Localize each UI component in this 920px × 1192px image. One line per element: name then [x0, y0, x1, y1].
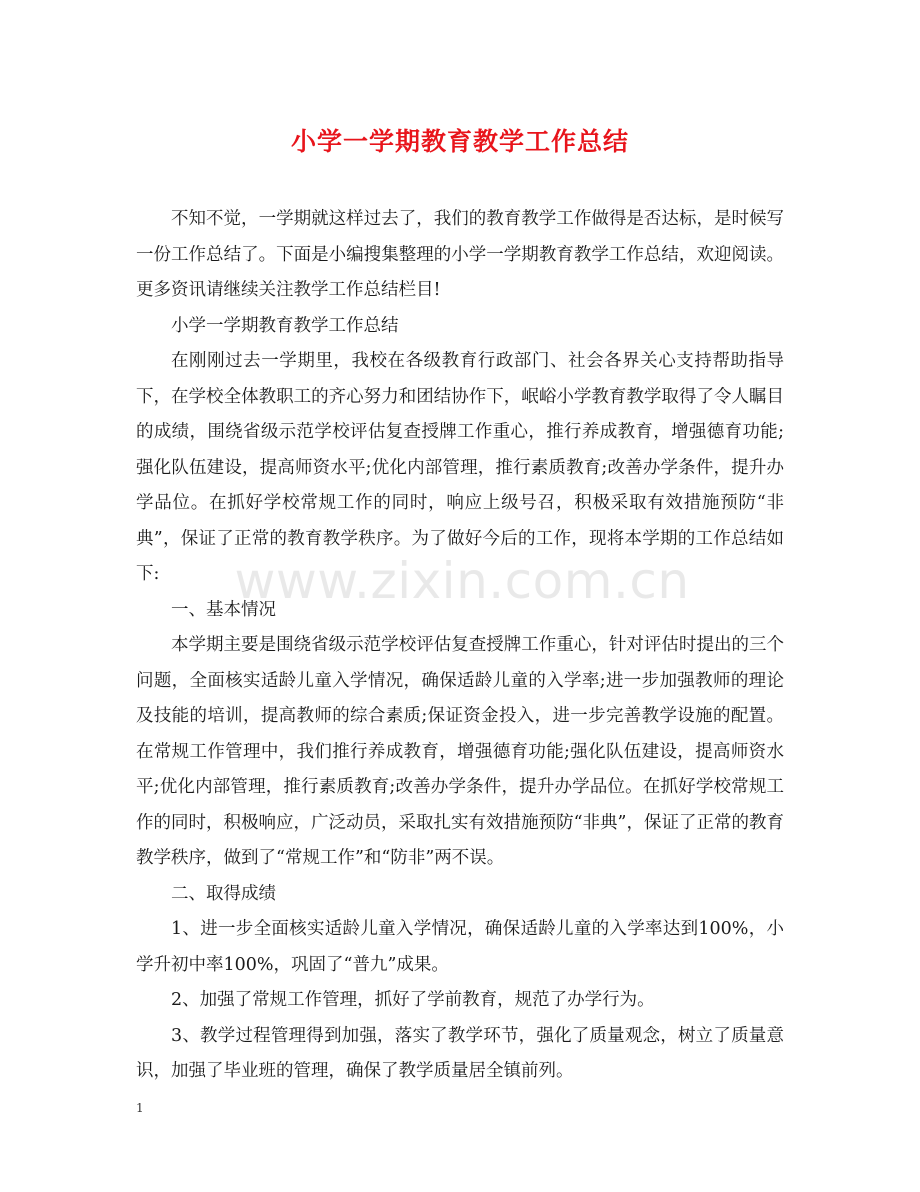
list-item: 2、加强了常规工作管理，抓好了学前教育，规范了办学行为。: [171, 990, 655, 1010]
paragraph-intro: 不知不觉，一学期就这样过去了，我们的教育教学工作做得是否达标，是时候写一份工作总结了。下面是小编搜集整理的小学一学期教育教学工作总结，欢迎阅读。更多资讯请继续关注教学工作总结栏目!: [136, 209, 784, 300]
paragraph-basic: 本学期主要是围绕省级示范学校评估复查授牌工作重心，针对评估时提出的三个问题，全面核实适龄儿童入学情况，确保适龄儿童的入学率;进一步加强教师的理论及技能的培训，提高教师的综合素质;保证资金投入，进一步完善教学设施的配置。在常规工作管理中，我们推行养成教育，增强德育功能;强化队伍建设，提高师资水平;优化内部管理，推行素质教育;改善办学条件，提升办学品位。在抓好学校常规工作的同时，积极响应，广泛动员，采取扎实有效措施预防“非典”，保证了正常的教育教学秩序，做到了“常规工作”和“防非”两不误。: [136, 635, 784, 868]
paragraph-overview: 在刚刚过去一学期里，我校在各级教育行政部门、社会各界关心支持帮助指导下，在学校全体教职工的齐心努力和团结协作下，岷峪小学教育教学取得了令人瞩目的成绩，围绕省级示范学校评估复查授牌工作重心，推行养成教育，增强德育功能;强化队伍建设，提高师资水平;优化内部管理，推行素质教育;改善办学条件，提升办学品位。在抓好学校常规工作的同时，响应上级号召，积极采取有效措施预防“非典”，保证了正常的教育教学秩序。为了做好今后的工作，现将本学期的工作总结如下:: [136, 351, 784, 584]
document-title: 小学一学期教育教学工作总结: [290, 127, 629, 156]
watermark: www.zixin.com.cn: [234, 552, 690, 610]
paragraph-subtitle: 小学一学期教育教学工作总结: [171, 315, 399, 336]
page-number: 1: [136, 1101, 144, 1115]
list-item: 1、进一步全面核实适龄儿童入学情况，确保适龄儿童的入学率达到100%，小学升初中率100%，巩固了“普九”成果。: [136, 919, 784, 975]
list-item: 3、教学过程管理得到加强，落实了教学环节，强化了质量观念，树立了质量意识，加强了毕业班的管理，确保了教学质量居全镇前列。: [136, 1025, 784, 1081]
section-heading-basic: 一、基本情况: [171, 599, 276, 620]
document-body: [136, 202, 784, 1090]
section-heading-results: 二、取得成绩: [171, 883, 276, 904]
